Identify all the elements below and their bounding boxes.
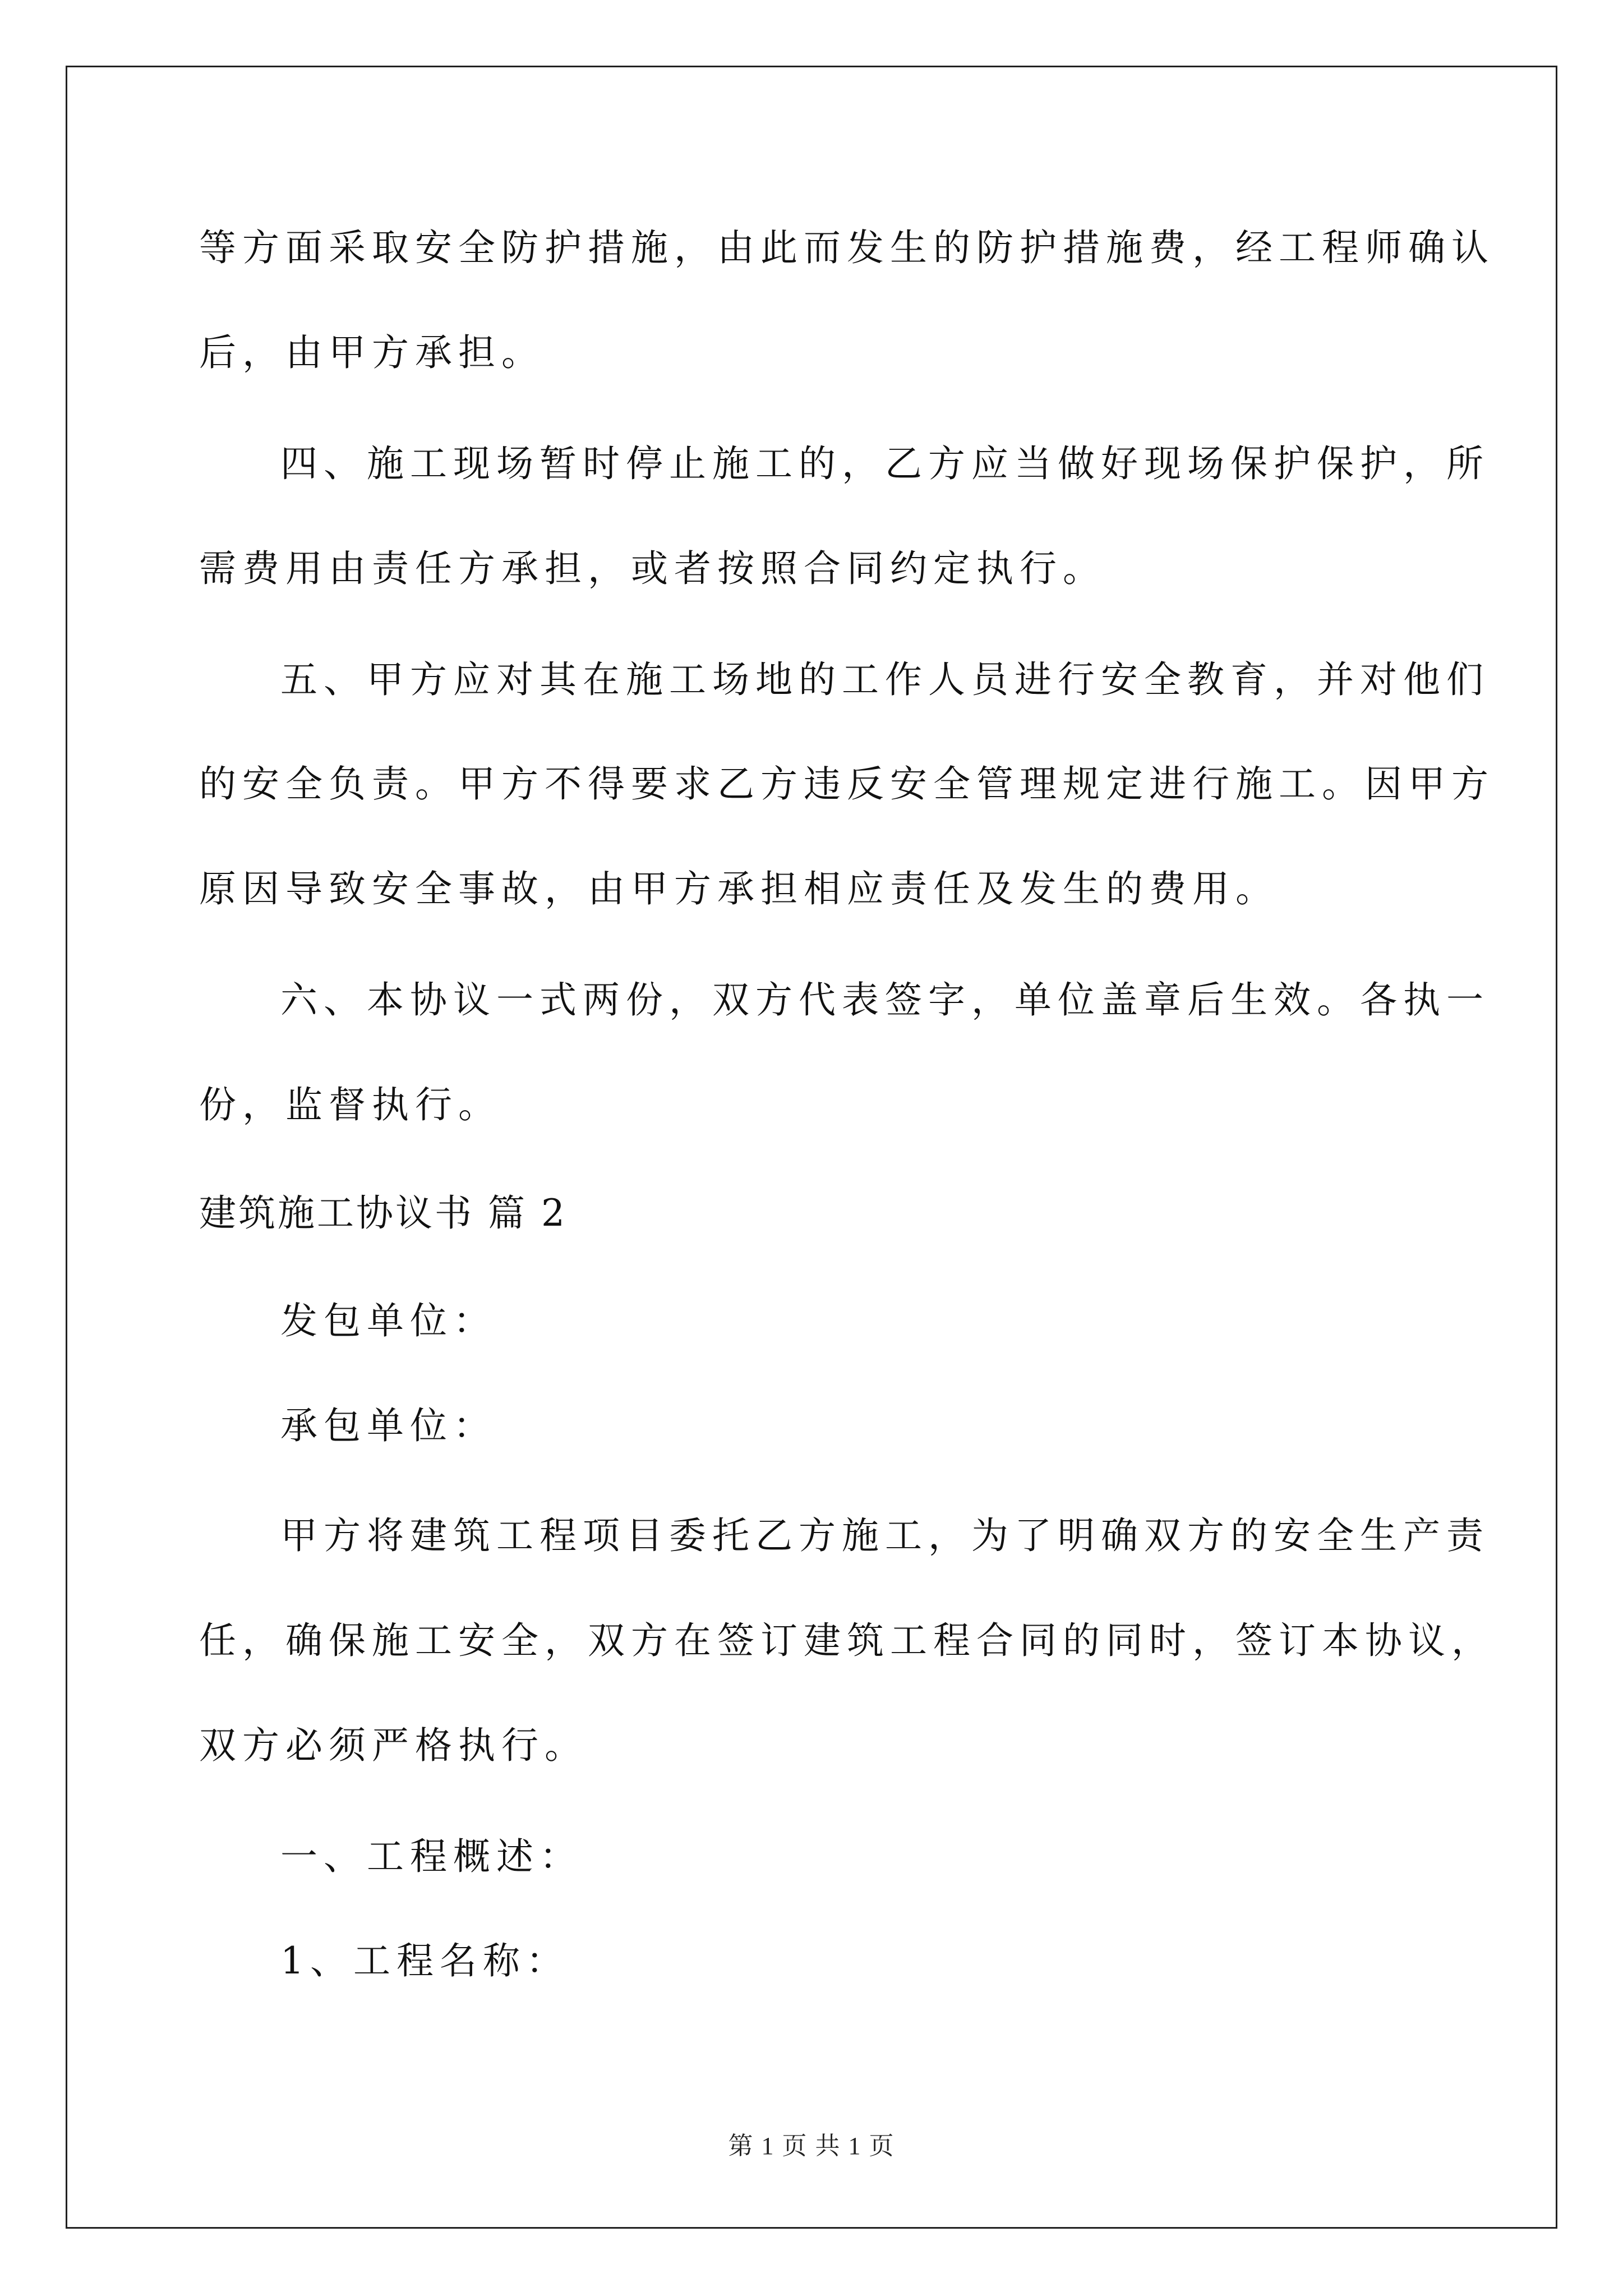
paragraph-line: 份，监督执行。 (199, 1083, 501, 1126)
paragraph-line: 四、施工现场暂时停止施工的，乙方应当做好现场保护保护，所 (280, 442, 1490, 485)
paragraph-line: 发包单位： (280, 1299, 496, 1342)
paragraph-line: 甲方将建筑工程项目委托乙方施工，为了明确双方的安全生产责 (280, 1514, 1490, 1557)
paragraph-line: 需费用由责任方承担，或者按照合同约定执行。 (199, 547, 1106, 590)
paragraph-line: 原因导致安全事故，由甲方承担相应责任及发生的费用。 (199, 867, 1279, 910)
paragraph-line: 六、本协议一式两份，双方代表签字，单位盖章后生效。各执一 (280, 978, 1490, 1022)
paragraph-line: 1、工程名称： (280, 1939, 569, 1982)
paragraph-line: 的安全负责。甲方不得要求乙方违反安全管理规定进行施工。因甲方 (199, 762, 1495, 806)
page-border (66, 66, 1557, 2229)
page-footer: 第 1 页 共 1 页 (728, 2132, 895, 2160)
paragraph-line: 后，由甲方承担。 (199, 331, 545, 374)
section-heading: 建筑施工协议书 篇 2 (199, 1191, 567, 1235)
paragraph-line: 等方面采取安全防护措施，由此而发生的防护措施费，经工程师确认 (199, 226, 1495, 269)
paragraph-line: 承包单位： (280, 1404, 496, 1447)
paragraph-line: 任，确保施工安全，双方在签订建筑工程合同的同时，签订本协议， (199, 1619, 1495, 1662)
paragraph-line: 一、工程概述： (280, 1835, 583, 1878)
paragraph-line: 五、甲方应对其在施工场地的工作人员进行安全教育，并对他们 (280, 658, 1490, 701)
paragraph-line: 双方必须严格执行。 (199, 1724, 588, 1767)
